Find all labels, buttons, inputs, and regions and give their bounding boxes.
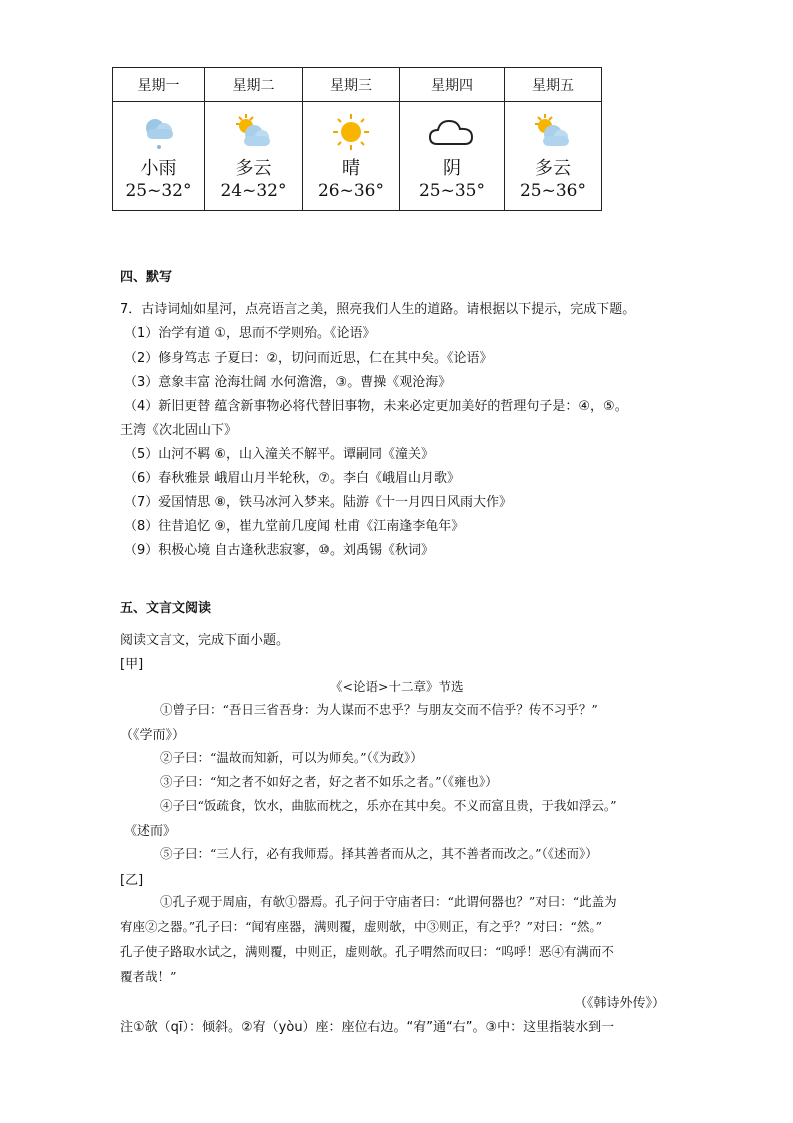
weather-cell	[113, 102, 205, 211]
weather-temp: 24~32°	[220, 181, 287, 201]
rain-cloud-icon	[137, 112, 181, 152]
list-item: （2）修身笃志 子夏曰：②，切问而近思，仁在其中矣。《论语》	[124, 351, 493, 366]
weather-day: 星期一	[113, 68, 205, 102]
passage-jia-label: [甲]	[120, 657, 144, 672]
weather-day: 星期三	[303, 68, 400, 102]
list-item: （5）山河不羁 ⑥，山入潼关不解平。谭嗣同《潼关》	[124, 447, 435, 462]
weather-day: 星期五	[505, 68, 602, 102]
weather-temp: 25~32°	[125, 181, 192, 201]
weather-cell	[303, 102, 400, 211]
passage-line: （《学而》）	[120, 728, 186, 743]
weather-temp: 25~36°	[519, 181, 586, 201]
sun-cloud-icon	[232, 112, 276, 152]
weather-condition: 晴	[342, 158, 360, 179]
weather-cell	[205, 102, 303, 211]
list-item: （4）新旧更替 蕴含新事物必将代替旧事物，未来必定更加美好的哲理句子是：④，⑤。	[124, 399, 628, 414]
passage-title: 《<论语>十二章》节选	[330, 679, 464, 694]
list-item: （1）治学有道 ①，思而不学则殆。《论语》	[124, 326, 376, 341]
passage-line: ⑤子曰：“三人行，必有我师焉。择其善者而从之，其不善者而改之。”（《述而》）	[160, 846, 598, 861]
passage-line: ①孔子观于周庙，有欹①器焉。孔子问于守庙者曰：“此谓何器也？”对曰：“此盖为	[160, 894, 617, 909]
weather-body-row	[113, 102, 602, 211]
passage-source: （《韩诗外传》）	[574, 996, 666, 1011]
weather-temp: 26~36°	[317, 181, 384, 201]
weather-temp: 25~35°	[418, 181, 485, 201]
weather-condition: 小雨	[140, 158, 177, 179]
list-item: （7）爱国情思 ⑧，铁马冰河入梦来。陆游《十一月四日风雨大作》	[124, 495, 513, 510]
passage-line: ①曾子曰：“吾日三省吾身：为人谋而不忠乎？与朋友交而不信乎？传不习乎？”	[160, 702, 598, 717]
weather-table	[112, 67, 602, 211]
passage-yi-label: [乙]	[120, 873, 144, 888]
weather-condition: 阴	[443, 158, 461, 179]
list-item: 王湾《次北固山下》	[120, 423, 238, 438]
sun-cloud-icon	[531, 112, 575, 152]
passage-line: ②子曰：“温故而知新，可以为师矣。”（《为政》）	[160, 750, 423, 765]
weather-header-row	[113, 68, 602, 102]
list-item: （3）意象丰富 沧海壮阔 水何澹澹，③。曹操《观沧海》	[124, 375, 452, 390]
passage-line: 覆者哉！”	[120, 969, 177, 984]
weather-condition: 多云	[235, 158, 272, 179]
weather-cell	[505, 102, 602, 211]
question-7: 7．古诗词灿如星河，点亮语言之美，照亮我们人生的道路。请根据以下提示，完成下题。	[120, 302, 636, 317]
section5-heading: 五、文言文阅读	[120, 601, 212, 616]
weather-condition: 多云	[535, 158, 571, 179]
reading-intro: 阅读文言文，完成下面小题。	[120, 633, 290, 648]
section4-heading: 四、默写	[120, 270, 173, 285]
sun-icon	[329, 112, 373, 152]
list-item: （9）积极心境 自古逢秋悲寂寥，⑩。刘禹锡《秋词》	[124, 543, 435, 558]
footnote: 注①欹（qī）：倾斜。②宥（yòu）座：座位右边。“宥”通“右”。③中：这里指装水到一	[120, 1020, 615, 1035]
weather-cell	[400, 102, 505, 211]
weather-day: 星期四	[400, 68, 505, 102]
passage-line: 《述而》	[124, 824, 177, 839]
cloud-outline-icon	[427, 112, 477, 152]
passage-line: 宥座②之器。”孔子曰：“闻宥座器，满则覆，虚则欹，中③则正，有之乎？”对曰：“然。”	[120, 919, 602, 934]
weather-day: 星期二	[205, 68, 303, 102]
list-item: （8）往昔追忆 ⑨，崔九堂前几度闻 杜甫《江南逢李龟年》	[124, 519, 465, 534]
list-item: （6）春秋雅景 峨眉山月半轮秋，⑦。李白《峨眉山月歌》	[124, 471, 461, 486]
passage-line: ④子曰“饭疏食，饮水，曲肱而枕之，乐亦在其中矣。不义而富且贵，于我如浮云。”	[160, 798, 617, 813]
passage-line: ③子曰：“知之者不如好之者，好之者不如乐之者。”（《雍也》）	[160, 774, 498, 789]
passage-line: 孔子使子路取水试之，满则覆，中则正，虚则欹。孔子喟然而叹曰：“呜呼！恶④有满而不	[120, 944, 614, 959]
